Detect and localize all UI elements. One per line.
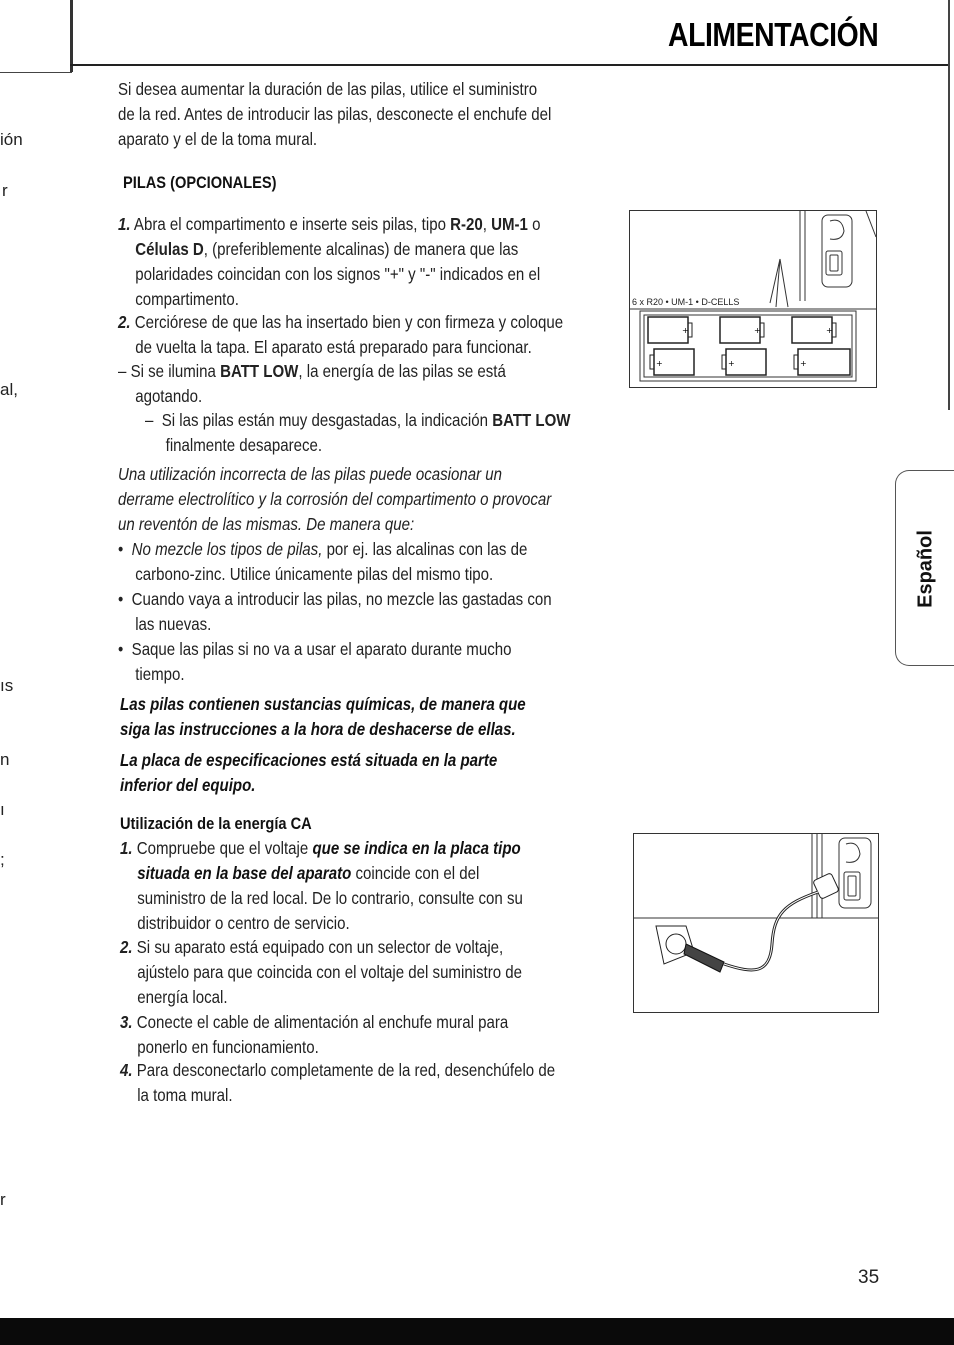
step-emphasis: situada en la base del aparato: [137, 863, 352, 883]
ac-step-4: [120, 1058, 555, 1108]
step-text: ,: [482, 214, 492, 234]
step-text: distribuidor o centro de servicio.: [137, 913, 350, 933]
step-number: 1.: [118, 214, 131, 234]
step-text: , (preferiblemente alcalinas) de manera que las: [203, 239, 519, 259]
type-plate-note: [120, 748, 497, 798]
step-emphasis: que se indica en la placa tipo: [312, 838, 521, 858]
bullet-icon: •: [118, 539, 124, 559]
header-rule: [70, 64, 948, 66]
edge-fragment: ı: [0, 800, 5, 819]
step-number: 2.: [120, 937, 133, 957]
warning-line: un reventón de las mismas. De manera que:: [118, 514, 415, 534]
note-line: inferior del equipo.: [120, 775, 256, 795]
step-text: Conecte el cable de alimentación al enchufe mural para: [136, 1012, 509, 1032]
ac-power-drawing: [634, 834, 878, 1012]
warning-line: derrame electrolítico y la corrosión del compartimento o provocar: [118, 489, 552, 509]
battery-step-1: [118, 212, 540, 312]
batteries-heading: PILAS (OPCIONALES): [123, 173, 277, 192]
page-number: 35: [858, 1267, 880, 1288]
intro-line: Si desea aumentar la duración de las pilas, utilice el suministro: [118, 79, 538, 99]
step-text: Compruebe que el voltaje: [136, 838, 313, 858]
battery-type-celulas-d: Células D: [135, 239, 204, 259]
bullet-text: No mezcle los tipos de pilas,: [131, 539, 323, 559]
step-text: coincide con el del: [351, 863, 480, 883]
step-text: compartimento.: [135, 289, 239, 309]
dash: –: [145, 410, 154, 430]
step-number: 3.: [120, 1012, 133, 1032]
batt-low-note: [118, 359, 506, 409]
bullet-text: por ej. las alcalinas con las de: [322, 539, 528, 559]
note-text: Si se ilumina: [130, 361, 221, 381]
svg-text:+: +: [728, 359, 735, 368]
note-line: siga las instrucciones a la hora de deshacerse de ellas.: [120, 719, 516, 739]
step-text: Cerciórese de que las ha insertado bien y con firmeza y coloque: [134, 312, 564, 332]
bullet-text: las nuevas.: [135, 614, 212, 634]
bullet-text: Saque las pilas si no va a usar el aparato durante mucho: [131, 639, 512, 659]
edge-fragment: ;: [0, 850, 5, 869]
edge-fragment: n: [0, 750, 10, 769]
left-margin-rule: [70, 0, 73, 72]
dash: –: [118, 361, 127, 381]
battery-bullet-2: [118, 587, 552, 637]
right-margin-rule: [948, 0, 950, 410]
edge-fragment: r: [2, 181, 8, 200]
svg-text:+: +: [754, 326, 761, 335]
battery-step-2: [118, 310, 563, 360]
ac-step-1: [120, 836, 523, 936]
bullet-text: carbono-zinc. Utilice únicamente pilas del mismo tipo.: [135, 564, 494, 584]
step-text: Si su aparato está equipado con un selector de voltaje,: [136, 937, 504, 957]
intro-paragraph: [118, 77, 551, 152]
step-text: suministro de la red local. De lo contrario, consulte con su: [137, 888, 523, 908]
step-text: de vuelta la tapa. El aparato está preparado para funcionar.: [135, 337, 532, 357]
step-text: polaridades coincidan con los signos "+" y "-" indicados en el: [135, 264, 541, 284]
intro-line: aparato y el de la toma mural.: [118, 129, 318, 149]
step-number: 4.: [120, 1060, 133, 1080]
battery-type-r20: R-20: [450, 214, 483, 234]
edge-fragment: ıs: [0, 676, 14, 695]
step-number: 1.: [120, 838, 133, 858]
ac-power-heading: Utilización de la energía CA: [120, 814, 312, 833]
step-text: ajústelo para que coincida con el voltaje del suministro de: [137, 962, 523, 982]
battery-type-um1: UM-1: [491, 214, 528, 234]
bullet-text: Cuando vaya a introducir las pilas, no mezcle las gastadas con: [131, 589, 552, 609]
warning-line: Una utilización incorrecta de las pilas puede ocasionar un: [118, 464, 503, 484]
step-text: Abra el compartimento e inserte seis pilas, tipo: [133, 214, 451, 234]
intro-line: de la red. Antes de introducir las pilas, desconecte el enchufe del: [118, 104, 552, 124]
note-text: finalmente desaparece.: [165, 435, 323, 455]
note-line: La placa de especificaciones está situada en la parte: [120, 750, 498, 770]
ac-power-illustration: [633, 833, 879, 1013]
svg-text:+: +: [826, 326, 833, 335]
note-text: Si las pilas están muy desgastadas, la indicación: [161, 410, 493, 430]
svg-text:+: +: [800, 359, 807, 368]
ac-step-3: [120, 1010, 508, 1060]
ac-step-2: [120, 935, 522, 1010]
batt-low-indicator: BATT LOW: [220, 361, 299, 381]
edge-fragment: al,: [0, 380, 18, 399]
edge-fragment: ión: [0, 130, 23, 149]
battery-bullet-1: [118, 537, 527, 587]
step-text: energía local.: [137, 987, 228, 1007]
battery-compartment-illustration: [629, 210, 877, 388]
svg-text:+: +: [682, 326, 689, 335]
svg-text:+: +: [656, 359, 663, 368]
language-tab-label: Español: [914, 530, 937, 608]
bullet-icon: •: [118, 639, 124, 659]
note-line: Las pilas contienen sustancias químicas, de manera que: [120, 694, 526, 714]
page-title: ALIMENTACIÓN: [668, 16, 879, 53]
chemical-disposal-note: [120, 692, 526, 742]
bullet-icon: •: [118, 589, 124, 609]
bottom-scan-band: [0, 1318, 954, 1345]
step-number: 2.: [118, 312, 131, 332]
step-text: la toma mural.: [137, 1085, 233, 1105]
battery-type-caption: 6 x R20 • UM-1 • D-CELLS: [632, 297, 740, 307]
step-text: ponerlo en funcionamiento.: [137, 1037, 319, 1057]
edge-fragment: r: [0, 1190, 6, 1209]
note-text: , la energía de las pilas se está: [298, 361, 506, 381]
batt-low-subnote: [145, 408, 570, 458]
batt-low-indicator: BATT LOW: [492, 410, 571, 430]
battery-warning: [118, 462, 551, 537]
language-tab: [895, 470, 954, 666]
note-text: agotando.: [135, 386, 203, 406]
bullet-text: tiempo.: [135, 664, 185, 684]
left-margin-rule-horizontal: [0, 72, 72, 73]
step-text: Para desconectarlo completamente de la red, desenchúfelo de: [136, 1060, 556, 1080]
step-text: o: [527, 214, 541, 234]
battery-bullet-3: [118, 637, 511, 687]
